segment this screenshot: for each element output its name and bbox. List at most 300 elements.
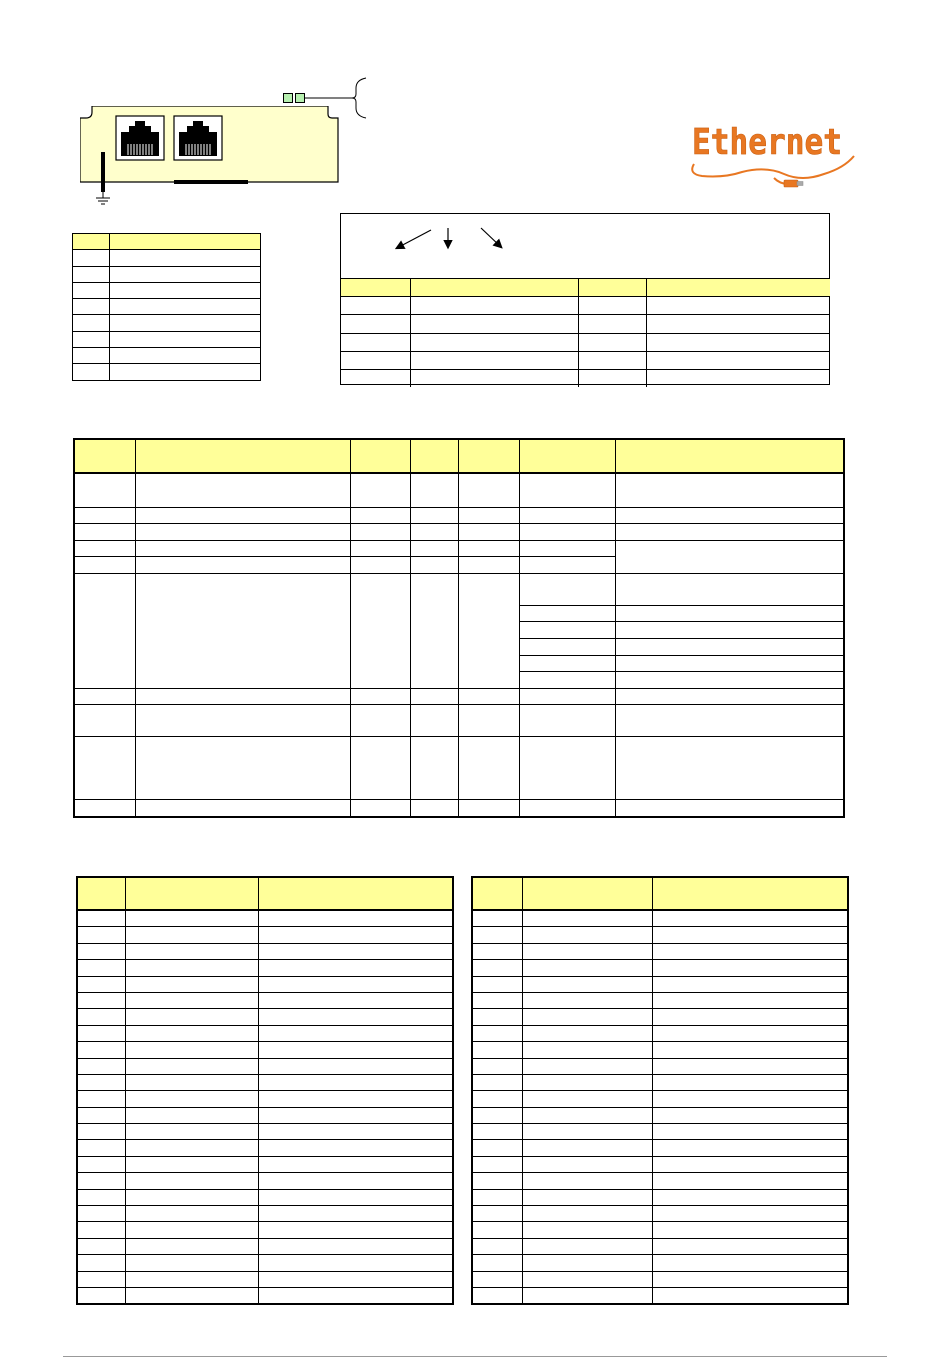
table-cell — [519, 605, 615, 622]
table-cell — [519, 540, 615, 557]
table-cell — [652, 1025, 848, 1041]
table-cell — [472, 1009, 522, 1025]
table-cell — [652, 910, 848, 927]
table-cell — [125, 1091, 258, 1107]
parameter-table — [73, 438, 845, 818]
table-cell — [522, 1091, 652, 1107]
header-cell — [110, 234, 261, 250]
table-cell — [341, 333, 410, 351]
table-cell — [472, 1255, 522, 1271]
ethernet-logo — [684, 112, 860, 192]
table-cell — [519, 557, 615, 574]
table-cell — [258, 1206, 453, 1222]
table-cell — [350, 705, 410, 737]
table-cell — [522, 1189, 652, 1205]
table-cell — [652, 1287, 848, 1304]
table-header-row — [472, 877, 848, 910]
table-row — [74, 507, 844, 524]
table-cell — [77, 943, 125, 959]
table-cell — [258, 1287, 453, 1304]
table-cell — [350, 507, 410, 524]
table-cell — [74, 524, 135, 541]
table-cell — [258, 976, 453, 992]
table-cell — [472, 927, 522, 943]
table-row — [77, 960, 453, 976]
table-row — [472, 992, 848, 1008]
table-cell — [652, 1140, 848, 1156]
table-cell — [458, 573, 519, 688]
table-cell — [615, 507, 844, 524]
table-cell — [125, 1173, 258, 1189]
table-row — [74, 705, 844, 737]
table-cell — [652, 976, 848, 992]
header-cell — [522, 877, 652, 910]
table-row — [472, 1173, 848, 1189]
table-cell — [74, 507, 135, 524]
table-cell — [519, 639, 615, 656]
table-cell — [350, 540, 410, 557]
header-cell — [258, 877, 453, 910]
table-cell — [522, 1058, 652, 1074]
table-cell — [615, 540, 844, 573]
table-cell — [258, 1255, 453, 1271]
table-cell — [458, 507, 519, 524]
table-cell — [73, 250, 110, 266]
table-row — [472, 1222, 848, 1238]
table-row — [472, 1238, 848, 1254]
table-cell — [472, 1287, 522, 1304]
table-cell — [615, 524, 844, 541]
table-row — [77, 927, 453, 943]
header-cell — [73, 234, 110, 250]
header-cell — [350, 439, 410, 473]
table-row — [77, 1042, 453, 1058]
table-row — [74, 573, 844, 605]
table-cell — [522, 1140, 652, 1156]
table-cell — [472, 976, 522, 992]
table-cell — [135, 507, 350, 524]
table-cell — [519, 524, 615, 541]
table-cell — [125, 1074, 258, 1090]
table-cell — [522, 1238, 652, 1254]
table-cell — [522, 927, 652, 943]
table-cell — [652, 1206, 848, 1222]
table-cell — [652, 1255, 848, 1271]
header-cell — [472, 877, 522, 910]
table-cell — [472, 1091, 522, 1107]
table-cell — [652, 1222, 848, 1238]
table-cell — [615, 639, 844, 656]
table-cell — [135, 688, 350, 705]
table-cell — [646, 315, 830, 333]
table-row — [472, 1189, 848, 1205]
header-cell — [74, 439, 135, 473]
table-cell — [258, 1173, 453, 1189]
table-cell — [410, 557, 458, 574]
table-row — [73, 331, 261, 347]
table-cell — [519, 507, 615, 524]
table-cell — [110, 364, 261, 380]
table-cell — [652, 943, 848, 959]
table-cell — [519, 622, 615, 639]
table-cell — [258, 1091, 453, 1107]
table-row — [472, 1287, 848, 1304]
table-cell — [110, 250, 261, 266]
table-cell — [522, 1206, 652, 1222]
table-row — [77, 910, 453, 927]
table-cell — [258, 992, 453, 1008]
table-cell — [652, 1189, 848, 1205]
table-row — [77, 1287, 453, 1304]
table-cell — [652, 1271, 848, 1287]
table-cell — [350, 573, 410, 688]
table-cell — [77, 1091, 125, 1107]
table-cell — [522, 1222, 652, 1238]
table-cell — [258, 1271, 453, 1287]
table-cell — [472, 1271, 522, 1287]
table-cell — [77, 992, 125, 1008]
table-cell — [615, 737, 844, 800]
table-cell — [652, 1173, 848, 1189]
table-cell — [77, 1074, 125, 1090]
table-cell — [258, 1238, 453, 1254]
table-cell — [125, 1042, 258, 1058]
table-cell — [77, 1255, 125, 1271]
table-row — [472, 1156, 848, 1172]
table-row — [472, 1074, 848, 1090]
table-cell — [125, 1025, 258, 1041]
table-cell — [258, 1025, 453, 1041]
table-cell — [410, 369, 578, 387]
table-row — [74, 688, 844, 705]
table-cell — [73, 315, 110, 331]
table-row — [472, 943, 848, 959]
table-cell — [258, 910, 453, 927]
table-cell — [341, 351, 410, 369]
table-cell — [615, 672, 844, 689]
table-row — [74, 524, 844, 541]
table-row — [472, 1124, 848, 1140]
table-cell — [125, 1156, 258, 1172]
table-row — [77, 1124, 453, 1140]
table-cell — [77, 1287, 125, 1304]
table-cell — [652, 1009, 848, 1025]
table-header-row — [77, 877, 453, 910]
table-cell — [472, 992, 522, 1008]
table-cell — [410, 473, 458, 507]
table-row — [73, 299, 261, 315]
table-cell — [472, 943, 522, 959]
table-cell — [77, 1156, 125, 1172]
table-cell — [578, 333, 646, 351]
table-row — [77, 943, 453, 959]
table-row — [472, 1058, 848, 1074]
table-row — [472, 1140, 848, 1156]
table-cell — [522, 1107, 652, 1123]
table-cell — [258, 960, 453, 976]
table-cell — [73, 331, 110, 347]
table-cell — [522, 1156, 652, 1172]
table-cell — [410, 737, 458, 800]
table-cell — [652, 1238, 848, 1254]
table-cell — [110, 299, 261, 315]
table-row — [73, 282, 261, 298]
table-row — [341, 369, 830, 387]
table-cell — [125, 992, 258, 1008]
table-cell — [410, 573, 458, 688]
table-row — [77, 1189, 453, 1205]
table-cell — [646, 369, 830, 387]
table-cell — [522, 960, 652, 976]
table-header-row — [341, 279, 830, 297]
table-cell — [74, 688, 135, 705]
svg-text:Ethernet: Ethernet — [692, 122, 842, 163]
table-cell — [458, 737, 519, 800]
table-cell — [522, 943, 652, 959]
table-cell — [522, 992, 652, 1008]
table-cell — [258, 1124, 453, 1140]
table-cell — [135, 473, 350, 507]
table-cell — [73, 364, 110, 380]
table-cell — [652, 1058, 848, 1074]
table-cell — [350, 688, 410, 705]
table-cell — [135, 573, 350, 688]
table-cell — [522, 1271, 652, 1287]
table-cell — [519, 800, 615, 817]
header-cell — [341, 279, 410, 297]
table-cell — [125, 910, 258, 927]
header-cell — [615, 439, 844, 473]
table-cell — [458, 524, 519, 541]
table-cell — [77, 976, 125, 992]
table-cell — [472, 1107, 522, 1123]
table-cell — [458, 540, 519, 557]
table-row — [77, 1156, 453, 1172]
table-row — [73, 364, 261, 380]
rj45-pinout-table — [72, 233, 261, 381]
table-cell — [74, 705, 135, 737]
table-cell — [472, 1140, 522, 1156]
table-cell — [472, 1189, 522, 1205]
table-row — [472, 976, 848, 992]
table-cell — [350, 800, 410, 817]
table-cell — [578, 351, 646, 369]
table-row — [472, 1091, 848, 1107]
table-cell — [77, 1140, 125, 1156]
table-cell — [258, 1009, 453, 1025]
table-row — [341, 297, 830, 315]
table-cell — [258, 927, 453, 943]
table-cell — [472, 1156, 522, 1172]
table-cell — [519, 688, 615, 705]
table-cell — [110, 348, 261, 364]
table-row — [74, 800, 844, 817]
table-cell — [472, 1074, 522, 1090]
table-cell — [73, 266, 110, 282]
header-cell — [458, 439, 519, 473]
table-row — [472, 1042, 848, 1058]
table-cell — [73, 282, 110, 298]
table-cell — [77, 1222, 125, 1238]
table-row — [77, 1140, 453, 1156]
table-cell — [350, 473, 410, 507]
table-cell — [522, 1124, 652, 1140]
table-cell — [258, 1140, 453, 1156]
table-cell — [125, 1124, 258, 1140]
table-cell — [410, 351, 578, 369]
table-cell — [341, 315, 410, 333]
table-row — [77, 1206, 453, 1222]
table-cell — [472, 1222, 522, 1238]
table-cell — [77, 1009, 125, 1025]
table-cell — [77, 910, 125, 927]
table-cell — [646, 351, 830, 369]
table-cell — [135, 705, 350, 737]
table-cell — [258, 1042, 453, 1058]
register-table-right — [471, 876, 849, 1305]
table-cell — [652, 1124, 848, 1140]
table-cell — [652, 1156, 848, 1172]
table-row — [77, 1222, 453, 1238]
table-cell — [74, 737, 135, 800]
table-cell — [615, 800, 844, 817]
table-cell — [578, 315, 646, 333]
table-cell — [125, 927, 258, 943]
table-row — [341, 315, 830, 333]
table-cell — [110, 315, 261, 331]
table-cell — [77, 1042, 125, 1058]
table-cell — [458, 705, 519, 737]
table-cell — [472, 910, 522, 927]
table-cell — [74, 573, 135, 688]
table-cell — [578, 297, 646, 315]
table-row — [77, 992, 453, 1008]
table-cell — [135, 557, 350, 574]
header-cell — [410, 439, 458, 473]
table-cell — [472, 1124, 522, 1140]
table-cell — [125, 1271, 258, 1287]
table-cell — [125, 1222, 258, 1238]
table-cell — [519, 655, 615, 672]
table-row — [77, 1091, 453, 1107]
table-cell — [73, 299, 110, 315]
table-row — [74, 473, 844, 507]
table-cell — [522, 976, 652, 992]
table-row — [472, 1255, 848, 1271]
table-cell — [125, 1140, 258, 1156]
table-row — [472, 1009, 848, 1025]
table-row — [77, 976, 453, 992]
led-status-box — [340, 213, 830, 385]
table-cell — [522, 1255, 652, 1271]
table-row — [341, 333, 830, 351]
table-cell — [522, 1025, 652, 1041]
table-row — [77, 1058, 453, 1074]
table-cell — [522, 1009, 652, 1025]
table-cell — [350, 557, 410, 574]
table-row — [77, 1074, 453, 1090]
table-cell — [458, 557, 519, 574]
table-row — [77, 1025, 453, 1041]
table-cell — [74, 557, 135, 574]
table-cell — [77, 1238, 125, 1254]
table-cell — [77, 1173, 125, 1189]
table-cell — [615, 655, 844, 672]
table-cell — [615, 605, 844, 622]
table-cell — [519, 737, 615, 800]
table-row — [74, 540, 844, 557]
table-cell — [519, 473, 615, 507]
table-cell — [135, 737, 350, 800]
table-cell — [77, 927, 125, 943]
table-row — [341, 351, 830, 369]
table-cell — [519, 705, 615, 737]
table-cell — [578, 369, 646, 387]
table-cell — [73, 348, 110, 364]
table-cell — [615, 705, 844, 737]
table-row — [73, 348, 261, 364]
table-cell — [77, 1107, 125, 1123]
table-header-row — [73, 234, 261, 250]
table-row — [472, 910, 848, 927]
table-cell — [74, 540, 135, 557]
table-row — [472, 1025, 848, 1041]
header-cell — [578, 279, 646, 297]
led-state-table — [341, 278, 830, 387]
table-cell — [615, 473, 844, 507]
table-cell — [652, 960, 848, 976]
table-cell — [125, 1238, 258, 1254]
link-led — [283, 93, 293, 103]
table-cell — [410, 315, 578, 333]
table-cell — [258, 1189, 453, 1205]
table-cell — [77, 1271, 125, 1287]
table-cell — [110, 266, 261, 282]
header-cell — [519, 439, 615, 473]
table-cell — [110, 282, 261, 298]
table-row — [73, 315, 261, 331]
table-cell — [458, 473, 519, 507]
table-row — [73, 250, 261, 266]
table-cell — [472, 1238, 522, 1254]
table-cell — [77, 1025, 125, 1041]
table-cell — [125, 1255, 258, 1271]
table-cell — [125, 943, 258, 959]
footer-rule — [63, 1356, 887, 1357]
table-cell — [522, 1074, 652, 1090]
table-cell — [410, 688, 458, 705]
table-row — [472, 1107, 848, 1123]
table-cell — [652, 992, 848, 1008]
table-cell — [472, 1025, 522, 1041]
header-cell — [410, 279, 578, 297]
table-row — [74, 737, 844, 800]
header-cell — [77, 877, 125, 910]
table-cell — [135, 524, 350, 541]
table-cell — [522, 1173, 652, 1189]
table-cell — [652, 927, 848, 943]
table-cell — [519, 672, 615, 689]
table-cell — [615, 688, 844, 705]
table-cell — [646, 297, 830, 315]
table-row — [77, 1173, 453, 1189]
table-cell — [458, 800, 519, 817]
table-cell — [77, 960, 125, 976]
table-row — [77, 1255, 453, 1271]
table-cell — [615, 573, 844, 605]
table-row — [472, 960, 848, 976]
table-cell — [77, 1124, 125, 1140]
